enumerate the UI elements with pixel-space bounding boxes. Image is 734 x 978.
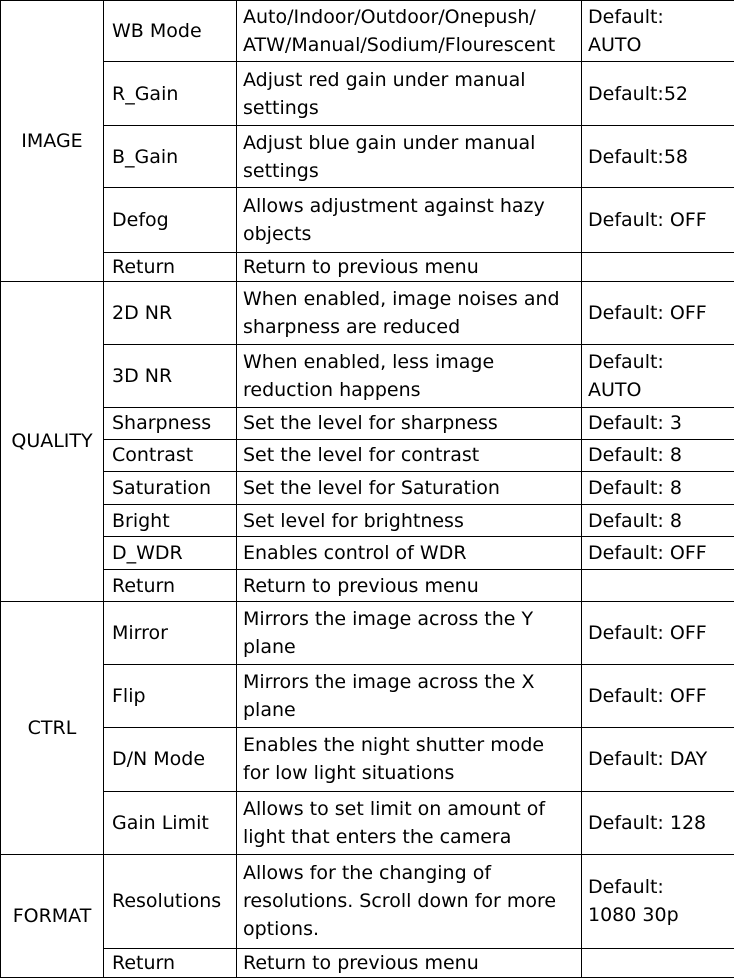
menu-item-description: When enabled, image noises and sharpness are reduced [237, 281, 582, 344]
menu-item-name: WB Mode [104, 1, 237, 62]
menu-item-description: Allows to set limit on amount of light that enters the camera [237, 791, 582, 854]
menu-row [1, 407, 734, 439]
menu-item-default: Default: OFF [582, 188, 734, 252]
menu-row [1, 439, 734, 471]
menu-item-name: Defog [104, 188, 237, 252]
menu-row [1, 791, 734, 854]
menu-item-name: 2D NR [104, 281, 237, 344]
menu-row [1, 281, 734, 344]
menu-item-description: Adjust red gain under manual settings [237, 62, 582, 126]
menu-item-default: Default: 1080 30p [582, 854, 734, 948]
menu-item-default: Default: OFF [582, 281, 734, 344]
menu-item-description: Mirrors the image across the X plane [237, 665, 582, 728]
menu-row [1, 728, 734, 791]
menu-item-default: Default: 8 [582, 471, 734, 504]
menu-item-description: Set level for brightness [237, 504, 582, 536]
menu-row [1, 537, 734, 570]
menu-item-description: Adjust blue gain under manual settings [237, 126, 582, 188]
menu-item-description: Allows adjustment against hazy objects [237, 188, 582, 252]
menu-item-default: Default: 8 [582, 504, 734, 536]
menu-item-description: Set the level for sharpness [237, 407, 582, 439]
menu-item-default: Default: AUTO [582, 1, 734, 62]
menu-item-description: Enables the night shutter mode for low light situations [237, 728, 582, 791]
menu-item-default [582, 252, 734, 281]
section-label: FORMAT [1, 854, 104, 977]
menu-item-name: D_WDR [104, 537, 237, 570]
menu-item-name: B_Gain [104, 126, 237, 188]
menu-item-description: Auto/Indoor/Outdoor/Onepush/ ATW/Manual/Sodium/Flourescent [237, 1, 582, 62]
menu-row [1, 62, 734, 126]
menu-item-default: Default: 128 [582, 791, 734, 854]
settings-menu-body [1, 1, 734, 978]
menu-item-name: Contrast [104, 439, 237, 471]
menu-item-default: Default:58 [582, 126, 734, 188]
menu-item-default: Default: 8 [582, 439, 734, 471]
menu-item-default: Default: OFF [582, 537, 734, 570]
menu-row [1, 188, 734, 252]
menu-item-name: Flip [104, 665, 237, 728]
menu-item-name: Saturation [104, 471, 237, 504]
menu-item-name: Return [104, 252, 237, 281]
menu-row [1, 602, 734, 665]
menu-item-description: When enabled, less image reduction happens [237, 344, 582, 407]
menu-item-default: Default: OFF [582, 602, 734, 665]
menu-item-default: Default: 3 [582, 407, 734, 439]
menu-row [1, 344, 734, 407]
menu-item-description: Mirrors the image across the Y plane [237, 602, 582, 665]
menu-item-description: Set the level for Saturation [237, 471, 582, 504]
menu-item-name: D/N Mode [104, 728, 237, 791]
menu-item-default [582, 570, 734, 602]
menu-row [1, 126, 734, 188]
menu-item-default [582, 948, 734, 977]
menu-item-description: Return to previous menu [237, 570, 582, 602]
menu-row [1, 471, 734, 504]
menu-item-name: Gain Limit [104, 791, 237, 854]
menu-row [1, 252, 734, 281]
menu-item-name: Resolutions [104, 854, 237, 948]
menu-item-name: Mirror [104, 602, 237, 665]
menu-row [1, 665, 734, 728]
menu-item-description: Return to previous menu [237, 948, 582, 977]
menu-item-name: Return [104, 948, 237, 977]
section-label: IMAGE [1, 1, 104, 282]
menu-row [1, 854, 734, 948]
menu-row [1, 1, 734, 62]
section-label: QUALITY [1, 281, 104, 602]
menu-item-default: Default: DAY [582, 728, 734, 791]
menu-row [1, 504, 734, 536]
menu-item-default: Default: OFF [582, 665, 734, 728]
menu-item-default: Default:52 [582, 62, 734, 126]
menu-item-description: Return to previous menu [237, 252, 582, 281]
menu-item-description: Allows for the changing of resolutions. Scroll down for more options. [237, 854, 582, 948]
menu-item-name: Return [104, 570, 237, 602]
menu-item-name: Sharpness [104, 407, 237, 439]
menu-row [1, 948, 734, 977]
menu-item-name: R_Gain [104, 62, 237, 126]
menu-row [1, 570, 734, 602]
menu-item-description: Enables control of WDR [237, 537, 582, 570]
menu-item-description: Set the level for contrast [237, 439, 582, 471]
menu-item-name: 3D NR [104, 344, 237, 407]
section-label: CTRL [1, 602, 104, 855]
menu-item-name: Bright [104, 504, 237, 536]
menu-item-default: Default: AUTO [582, 344, 734, 407]
